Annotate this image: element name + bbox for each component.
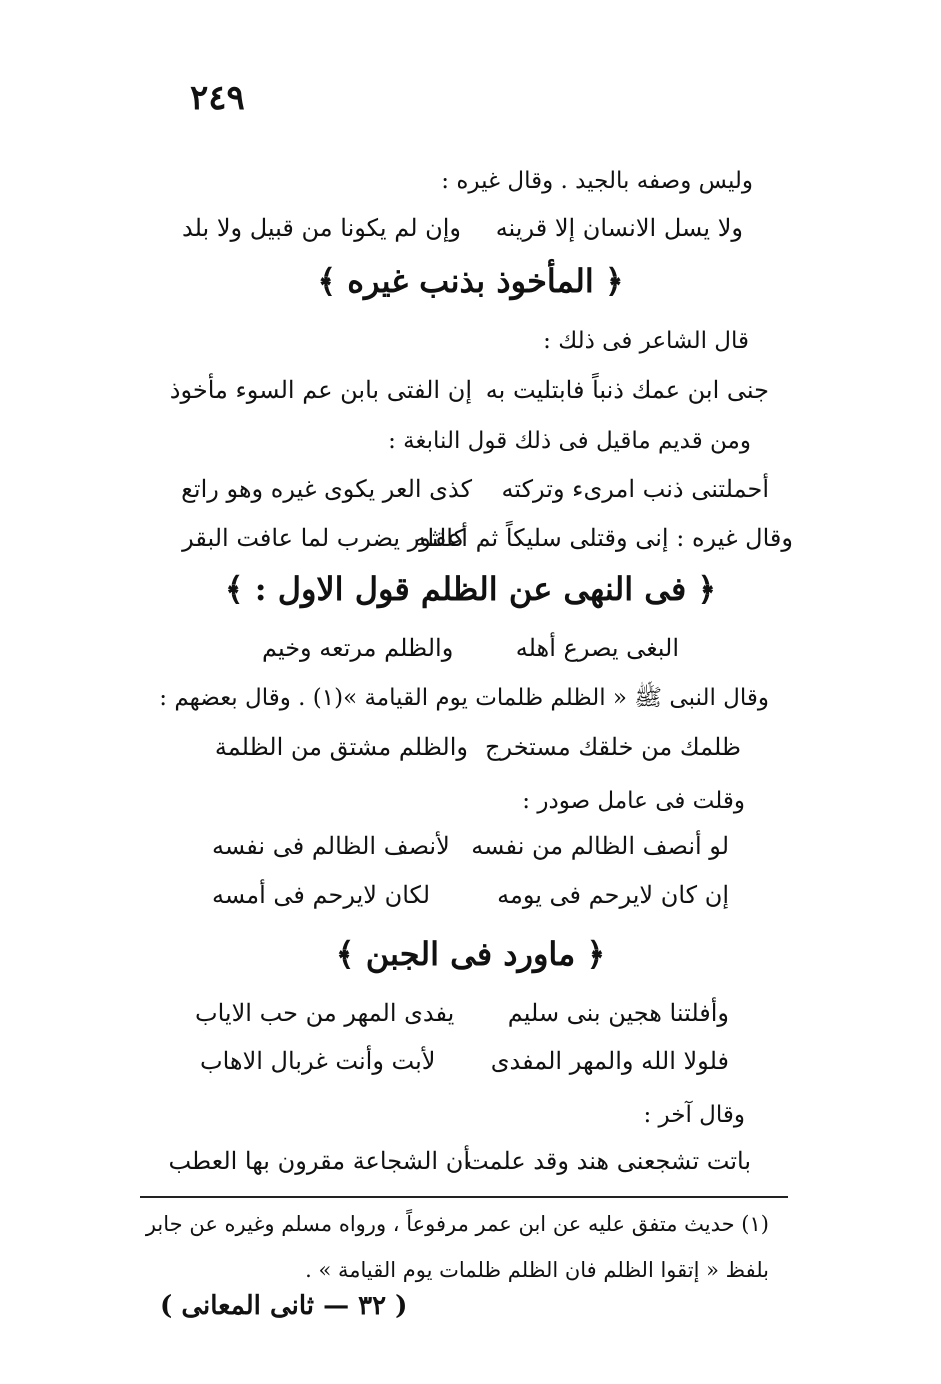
prose-line: وقلت فى عامل صودر : — [522, 788, 745, 814]
footnote-divider — [140, 1196, 788, 1198]
prose-line: ومن قديم ماقيل فى ذلك قول النابغة : — [388, 428, 751, 454]
verse-hemistich-second: لأنصف الظالم فى نفسه — [212, 832, 450, 860]
section-heading: ﴿ المأخوذ بذنب غيره ﴾ — [317, 262, 624, 300]
verse-hemistich-first: أحملتنى ذنب امرىء وتركته — [501, 475, 769, 503]
prose-line: وقال النبى ﷺ « الظلم ظلمات يوم القيامة »(١) . وقال بعضهم : — [159, 685, 769, 711]
footnote-line: (١) حديث متفق عليه عن ابن عمر مرفوعاً ، ورواه مسلم وغيره عن جابر — [145, 1212, 769, 1236]
verse-hemistich-first: ظلمك من خلقك مستخرج — [484, 733, 741, 761]
verse-hemistich-second: والظلم مشتق من الظلمة — [214, 733, 468, 761]
verse-hemistich-second: والظلم مرتعه وخيم — [262, 634, 454, 662]
verse-hemistich-first: وأفلتنا هجين بنى سليم — [507, 999, 729, 1027]
verse-hemistich-first: لو أنصف الظالم من نفسه — [471, 832, 729, 860]
footnote-line: بلفظ « إتقوا الظلم فان الظلم ظلمات يوم القيامة » . — [305, 1258, 769, 1282]
verse-hemistich-second: أن الشجاعة مقرون بها العطب — [168, 1147, 470, 1175]
prose-line: قال الشاعر فى ذلك : — [543, 328, 749, 354]
verse-hemistich-second: كالثور يضرب لما عافت البقر — [182, 524, 465, 552]
prose-line: وليس وصفه بالجيد . وقال غيره : — [441, 168, 753, 194]
verse-hemistich-second: لأبت وأنت غربال الاهاب — [200, 1047, 436, 1075]
page-number: ٢٤٩ — [190, 78, 245, 118]
prose-line: وقال آخر : — [643, 1102, 745, 1128]
verse-hemistich-first: وقال غيره : إنى وقتلى سليكاً ثم أعقله — [414, 524, 793, 552]
verse-hemistich-second: إن الفتى بابن عم السوء مأخوذ — [169, 376, 472, 404]
verse-hemistich-first: ولا يسل الانسان إلا قرينه — [495, 214, 743, 242]
section-heading: ﴿ ماورد فى الجبن ﴾ — [335, 935, 606, 973]
verse-hemistich-second: وإن لم يكونا من قبيل ولا بلد — [182, 214, 462, 242]
verse-hemistich-second: لكان لايرحم فى أمسه — [212, 881, 431, 909]
verse-hemistich-second: يفدى المهر من حب الاياب — [195, 999, 455, 1027]
section-heading: ﴿ فى النهى عن الظلم قول الاول : ﴾ — [224, 570, 717, 608]
verse-hemistich-first: فلولا الله والمهر المفدى — [490, 1047, 729, 1075]
verse-hemistich-first: البغى يصرع أهله — [515, 634, 679, 662]
verse-hemistich-first: باتت تشجعنى هند وقد علمت — [465, 1147, 751, 1175]
verse-hemistich-first: جنى ابن عمك ذنباً فابتليت به — [485, 376, 769, 404]
verse-hemistich-first: إن كان لايرحم فى يومه — [497, 881, 729, 909]
signature-footer: ( ٣٢ — ثانى المعانى ) — [160, 1291, 408, 1321]
verse-hemistich-second: كذى العر يكوى غيره وهو راتع — [181, 475, 472, 503]
